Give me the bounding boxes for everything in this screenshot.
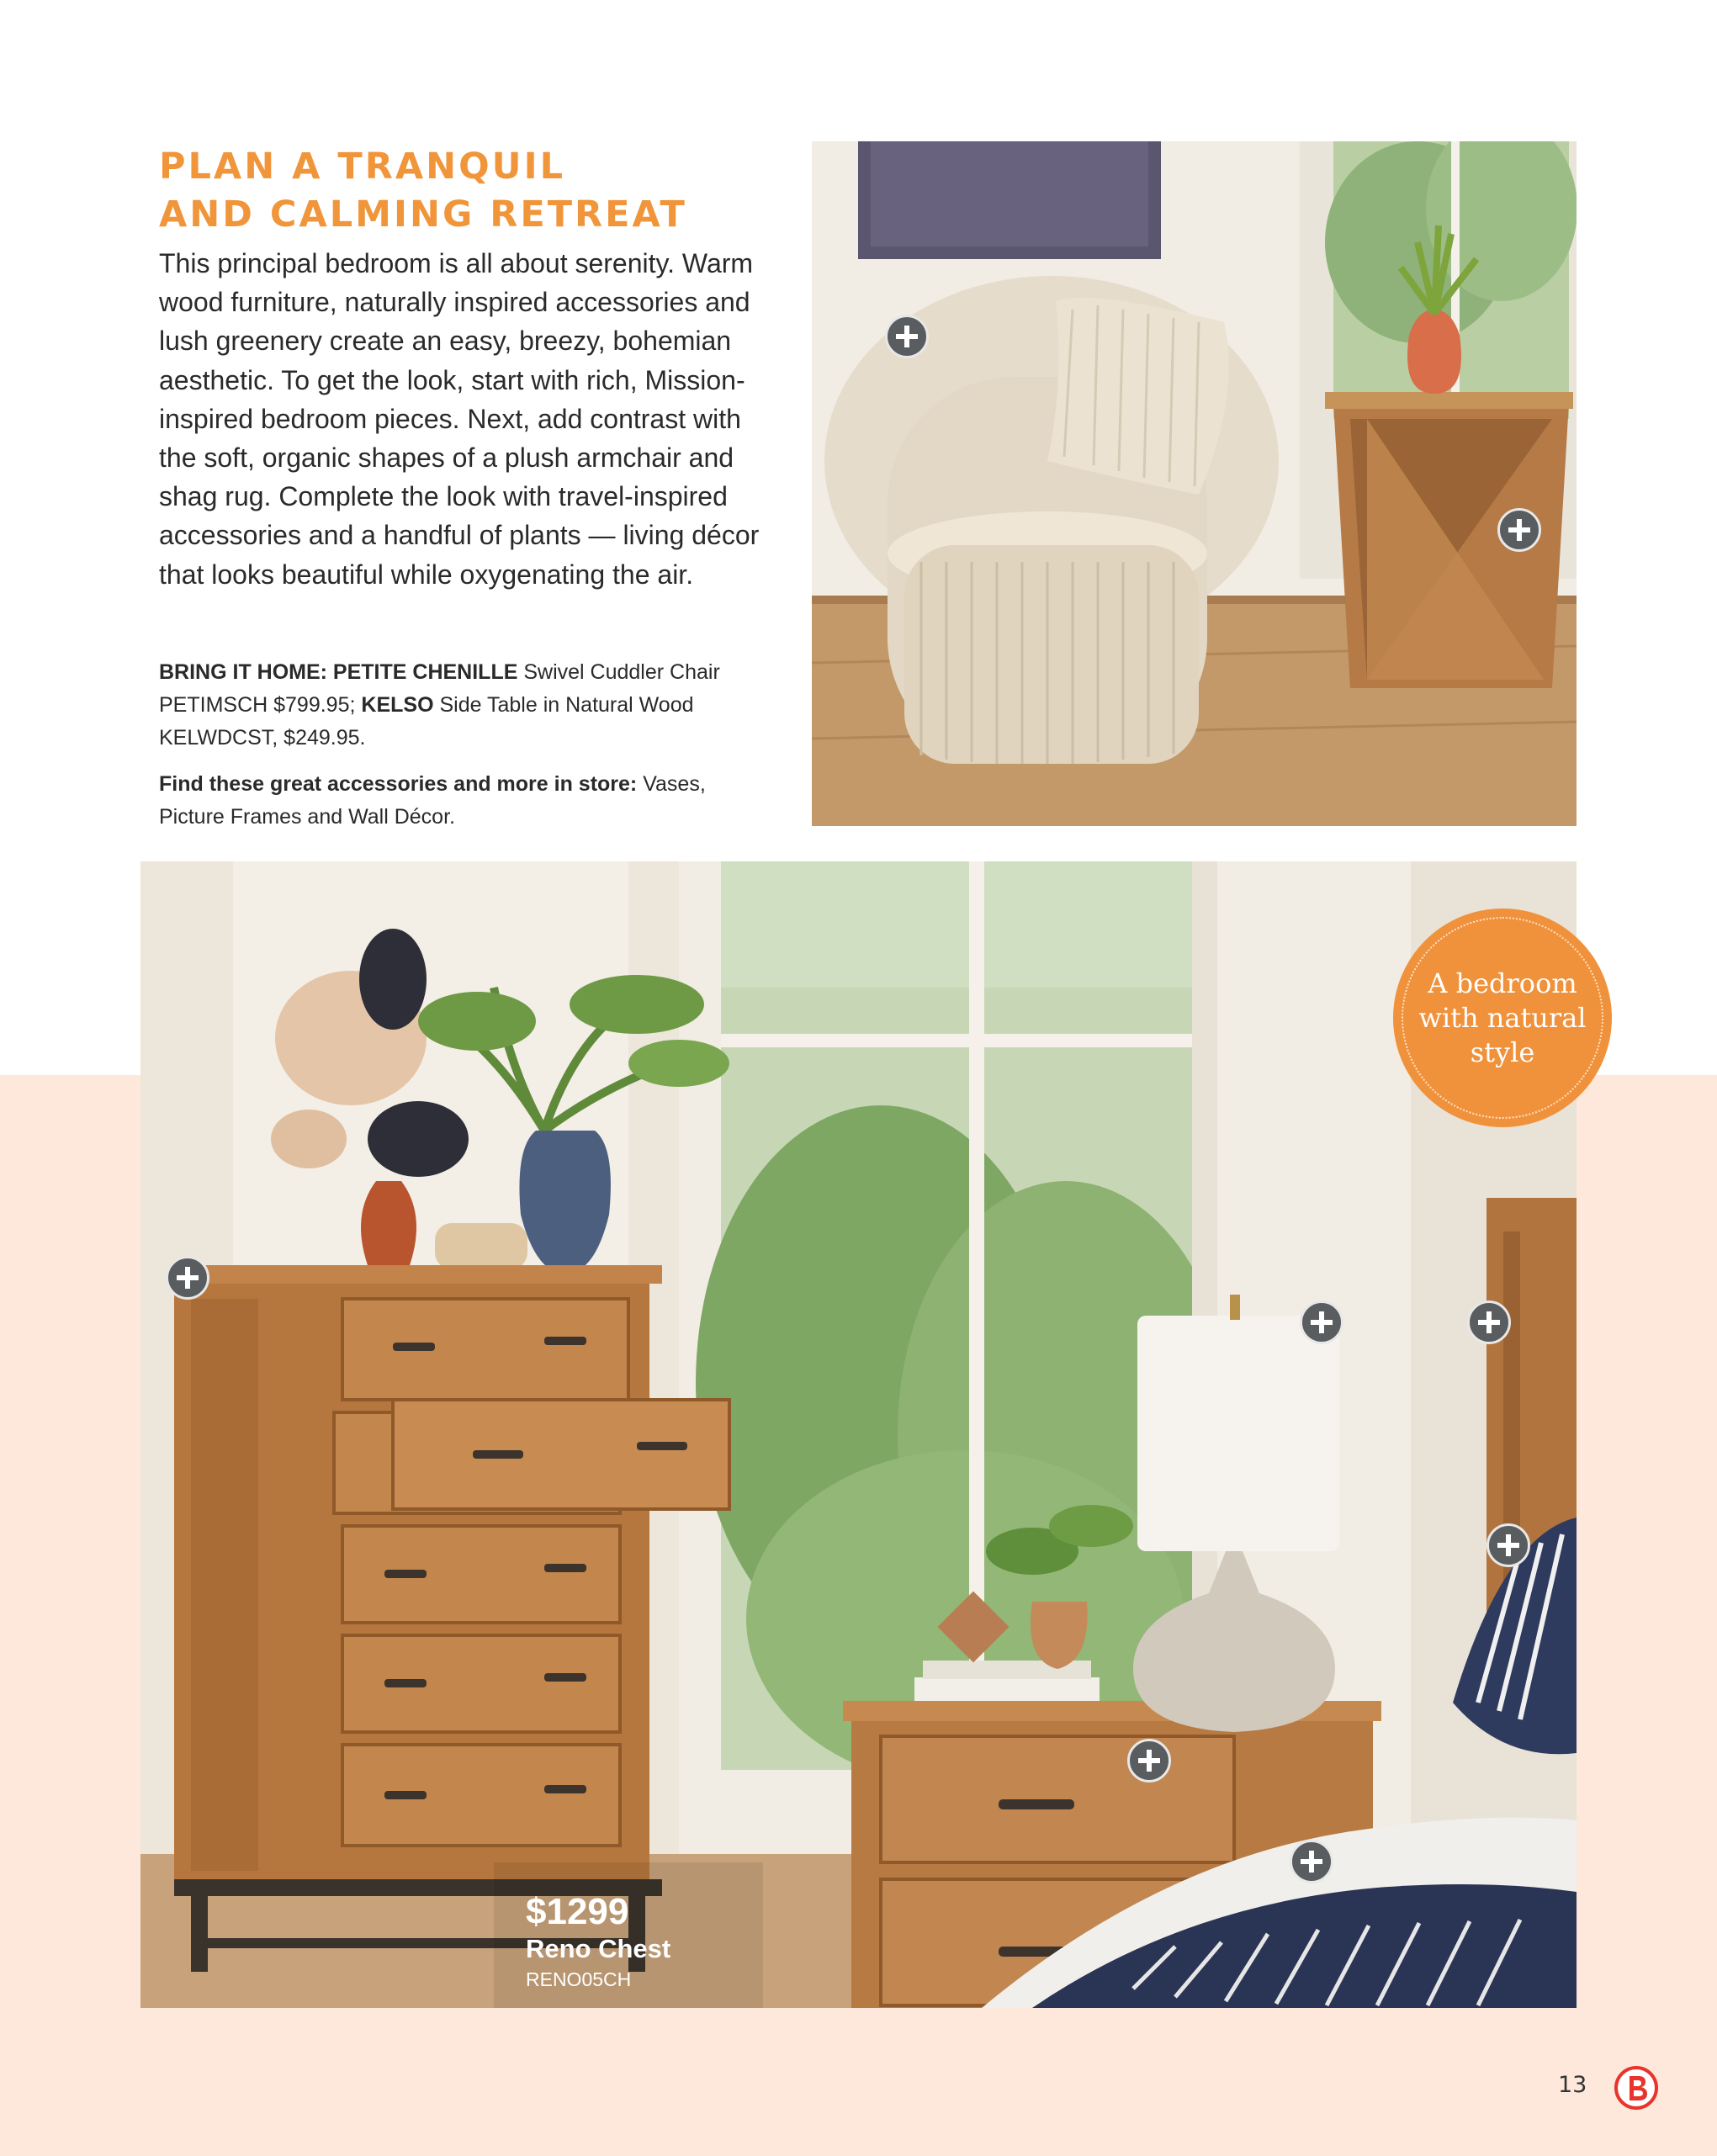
table-product-details: Side Table in Natural Wood KELWDCST, $249.95.	[159, 693, 694, 750]
page-number: 13	[1558, 2072, 1587, 2098]
find-in-store-text	[159, 768, 765, 834]
chair-product-details: Swivel Cuddler Chair PETIMSCH $799.95;	[159, 660, 720, 717]
badge-text: A bedroom with natural style	[1418, 967, 1587, 1068]
hotspot-nightstand-plus-icon[interactable]	[1127, 1739, 1171, 1783]
hotspot-lamp-plus-icon[interactable]	[1300, 1300, 1343, 1344]
hotspot-side-table-plus-icon[interactable]	[1497, 508, 1541, 552]
style-badge	[1393, 908, 1612, 1127]
chair-scene-illustration	[812, 141, 1577, 826]
headline-line-2: AND CALMING RETREAT	[159, 193, 687, 236]
chair-photo	[812, 141, 1577, 826]
brand-logo-icon	[1614, 2065, 1659, 2111]
hotspot-bedding-plus-icon[interactable]	[1290, 1840, 1333, 1883]
hotspot-pillow-plus-icon[interactable]	[1486, 1523, 1530, 1567]
table-brand: KELSO	[361, 693, 434, 717]
bedroom-photo	[140, 861, 1577, 2008]
price-tag	[526, 1891, 670, 1994]
hotspot-chair-plus-icon[interactable]	[885, 315, 929, 358]
bring-it-home-text	[159, 656, 765, 755]
page-headline	[159, 143, 765, 239]
hotspot-headboard-plus-icon[interactable]	[1467, 1300, 1511, 1344]
hotspot-chest-plus-icon[interactable]	[166, 1256, 209, 1300]
body-copy: This principal bedroom is all about serenity. Warm wood furniture, naturally inspired accessories and lush greenery create an easy, breezy, bohemian aesthetic. To get the look, start with rich, Mission-inspired bedroom pieces. Next, add contrast with the soft, organic shapes of a plush armchair and shag rug. Complete the look with travel-inspired accessories and a handful of plants — living décor that looks beautiful while oxygenating the air.	[159, 248, 760, 590]
find-in-store-items: Vases, Picture Frames and Wall Décor.	[159, 772, 706, 829]
find-in-store-lead: Find these great accessories and more in store:	[159, 772, 638, 796]
bedroom-scene-illustration	[140, 861, 1577, 2008]
bring-it-home-lead: BRING IT HOME: PETITE CHENILLE	[159, 660, 518, 684]
product-name: Reno Chest	[526, 1934, 671, 1963]
product-sku: RENO05CH	[526, 1968, 632, 1990]
headline-line-1: PLAN A TRANQUIL	[159, 146, 565, 188]
price-value: $1299	[526, 1891, 629, 1932]
